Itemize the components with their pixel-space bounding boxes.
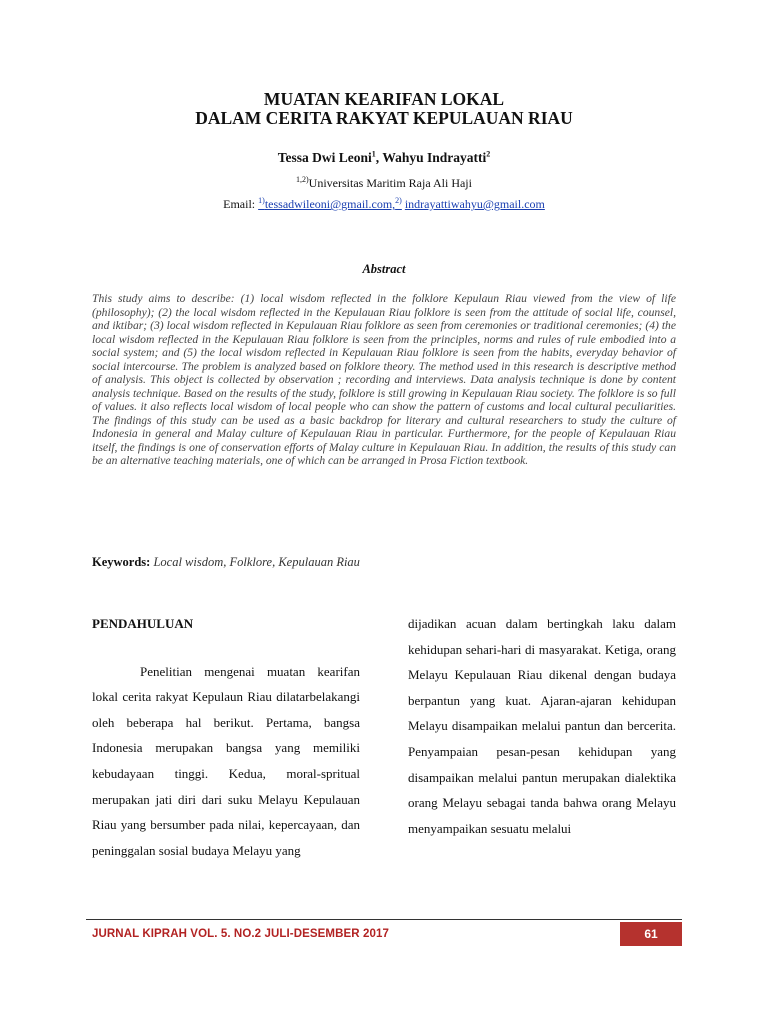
email-2-sup: 2)	[395, 196, 402, 205]
author-1-name: Tessa Dwi Leoni	[277, 150, 372, 165]
email-line	[0, 197, 768, 212]
paper-title-line-1: MUATAN KEARIFAN LOKAL	[263, 89, 505, 109]
author-2-sup: 2	[486, 149, 491, 159]
affiliation	[0, 176, 768, 191]
author-2-name: Wahyu Indrayatti	[382, 150, 487, 165]
author-list	[0, 150, 768, 166]
email-link-2[interactable]: indrayattiwahyu@gmail.com	[404, 197, 545, 211]
affiliation-sup: 1,2)	[296, 175, 309, 184]
left-paragraph: Penelitian mengenai muatan kearifan lokal cerita rakyat Kepulaun Riau dilatarbelakangi oleh beberapa hal berikut. Pertama, bangsa Indonesia merupakan bangsa yang memiliki kebudayaan tinggi. Kedua, moral-spritual merupakan jati diri dari suku Melayu Kepulauan Riau yang bersumber pada nilai, kepercayaan, dan peninggalan sosial budaya Melayu yang	[92, 663, 360, 858]
email-1-sup: 1)	[258, 196, 265, 205]
email-label: Email:	[223, 197, 259, 211]
affiliation-text: Universitas Maritim Raja Ali Haji	[308, 176, 472, 190]
right-column	[408, 611, 676, 841]
right-paragraph: dijadikan acuan dalam bertingkah laku dalam kehidupan sehari-hari di masyarakat. Ketiga, orang Melayu Kepulauan Riau dikenal dengan budaya berpantun yang kuat. Ajaran-ajaran kehidupan Melayu disampaikan melalui pantun dan bercerita. Penyampaian pesan-pesan kehidupan yang disampaikan melalui pantun merupakan dialektika orang Melayu sebagai tanda bahwa orang Melayu menyampaikan sesuatu melalui	[408, 616, 676, 836]
keywords-text: Local wisdom, Folklore, Kepulauan Riau	[153, 555, 360, 569]
footer-journal-info: JURNAL KIPRAH VOL. 5. NO.2 JULI-DESEMBER 2017	[92, 928, 389, 940]
footer-rule	[86, 919, 682, 920]
paper-title-line-2: DALAM CERITA RAKYAT KEPULAUAN RIAU	[195, 108, 573, 128]
author-1-sup: 1	[371, 149, 376, 159]
keywords-label: Keywords:	[92, 555, 151, 569]
author-separator: ,	[375, 150, 383, 165]
left-column	[92, 611, 360, 863]
email-1-text: tessadwileoni@gmail.com,	[264, 197, 396, 211]
keywords	[92, 555, 676, 570]
abstract-body: This study aims to describe: (1) local wisdom reflected in the folklore Kepulaun Riau viewed from the view of life (philosophy); (2) the local wisdom reflected in the Kepulauan Riau folklore is seen from the attitude of social life, counsel, and iktibar; (3) local wisdom reflected in Kepulauan Riau folklore as seen from ceremonies or traditional ceremonies; (4) the local wisdom reflected in the Kepulauan Riau folklore is seen from the principles, norms and rules of rule embodied into a social system; and (5) the local wisdom reflected in Kepulauan Riau folklore is seen from the habits, everyday behavior of social intercourse. The problem is analyzed based on folklore theory. The method used in this research is descriptive method of analysis. This object is collected by observation ; recording and interviews. Data analysis technique is done by content analysis technique. Based on the results of the study, folklore is still growing in Kepulauan Riau society. The folklore is so full of values. it also reflects local wisdom of local people who can show the pattern of customs and local cultural peculiarities. The findings of this study can be used as a basic backdrop for literary and cultural researchers to study the culture of Indonesia in general and Malay culture of Kepulauan Riau in particular. Furthermore, for the people of Kepulauan Riau itself, the findings is one of conservation efforts of Malay culture in Kepulauan Riau. In addition, the results of this study can be an alternative teaching materials, one of which can be arranged in Prosa Fiction textbook.	[92, 292, 676, 467]
page-number-badge: 61	[620, 922, 682, 946]
section-heading: PENDAHULUAN	[92, 616, 194, 631]
email-link-1[interactable]	[258, 197, 402, 211]
abstract-heading: Abstract	[362, 262, 406, 276]
